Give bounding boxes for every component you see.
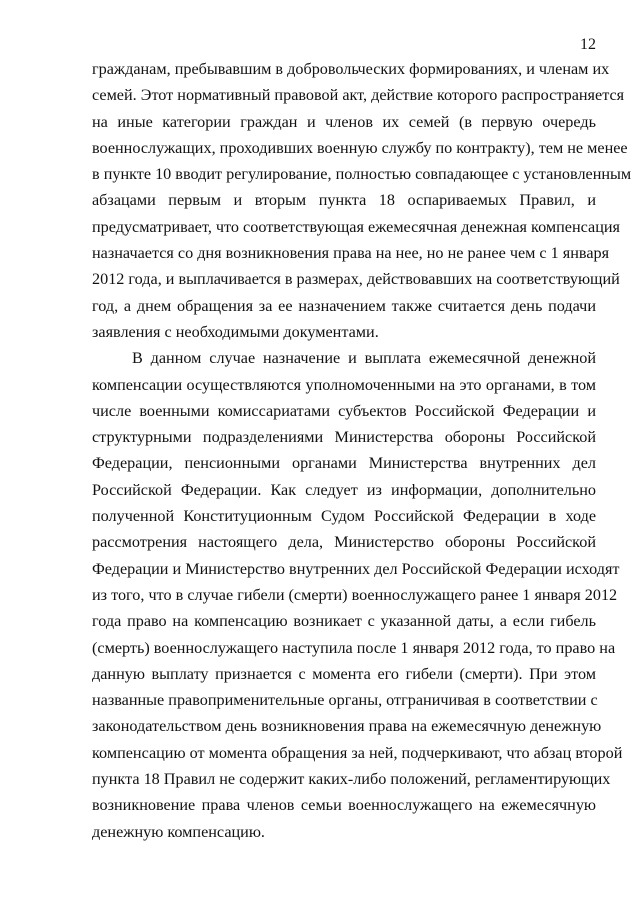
text-line: Федерации, пенсионными органами Министерства внутренних дел — [92, 454, 596, 473]
text-line: полученной Конституционным Судом Российской Федерации в ходе — [92, 507, 596, 526]
text-line: в пункте 10 вводит регулирование, полностью совпадающее с установленным — [92, 165, 632, 184]
text-line: числе военными комиссариатами субъектов Российской Федерации и — [92, 401, 596, 420]
text-line: (смерть) военнослужащего наступила после 1 января 2012 года, то право на — [92, 638, 616, 657]
text-line: абзацами первым и вторым пункта 18 оспариваемых Правил, и — [92, 191, 596, 210]
text-line: заявления с необходимыми документами. — [92, 322, 379, 341]
text-line: денежную компенсацию. — [92, 822, 265, 841]
text-line: Федерации и Министерство внутренних дел Российской Федерации исходят — [92, 559, 620, 578]
paragraph-2 — [92, 345, 623, 845]
text-line: предусматривает, что соответствующая ежемесячная денежная компенсация — [92, 217, 620, 236]
text-line: год, а днем обращения за ее назначением также считается день подачи — [92, 296, 596, 315]
text-line: рассмотрения настоящего дела, Министерство обороны Российской — [92, 533, 596, 552]
text-line: из того, что в случае гибели (смерти) военнослужащего ранее 1 января 2012 — [92, 585, 618, 604]
paragraph-1 — [92, 56, 632, 345]
document-body — [92, 56, 632, 845]
text-line: компенсации осуществляются уполномоченными на это органами, в том — [92, 375, 596, 394]
text-line: назначается со дня возникновения права на нее, но не ранее чем с 1 января — [92, 244, 610, 263]
text-line: военнослужащих, проходивших военную службу по контракту), тем не менее — [92, 138, 628, 157]
text-line: названные правоприменительные органы, отграничивая в соответствии с — [92, 691, 598, 710]
text-line: 2012 года, и выплачивается в размерах, действовавших на соответствующий — [92, 270, 620, 289]
text-line: гражданам, пребывавшим в добровольческих формированиях, и членам их — [92, 60, 610, 78]
text-line: года право на компенсацию возникает с указанной даты, а если гибель — [92, 612, 596, 631]
page-number: 12 — [580, 36, 596, 53]
text-line: возникновение права членов семьи военнослужащего на ежемесячную — [92, 796, 596, 815]
text-line: В данном случае назначение и выплата ежемесячной денежной — [132, 349, 596, 368]
text-line: законодательством день возникновения права на ежемесячную денежную — [92, 717, 602, 736]
text-line: Российской Федерации. Как следует из информации, дополнительно — [92, 480, 596, 499]
text-line: пункта 18 Правил не содержит каких-либо положений, регламентирующих — [92, 770, 611, 789]
text-line: структурными подразделениями Министерства обороны Российской — [92, 428, 596, 447]
text-line: компенсацию от момента обращения за ней, подчеркивают, что абзац второй — [92, 743, 623, 762]
text-line: семей. Этот нормативный правовой акт, действие которого распространяется — [92, 86, 625, 105]
text-line: на иные категории граждан и членов их семей (в первую очередь — [92, 112, 596, 131]
text-line: данную выплату признается с момента его гибели (смерти). При этом — [92, 664, 596, 683]
